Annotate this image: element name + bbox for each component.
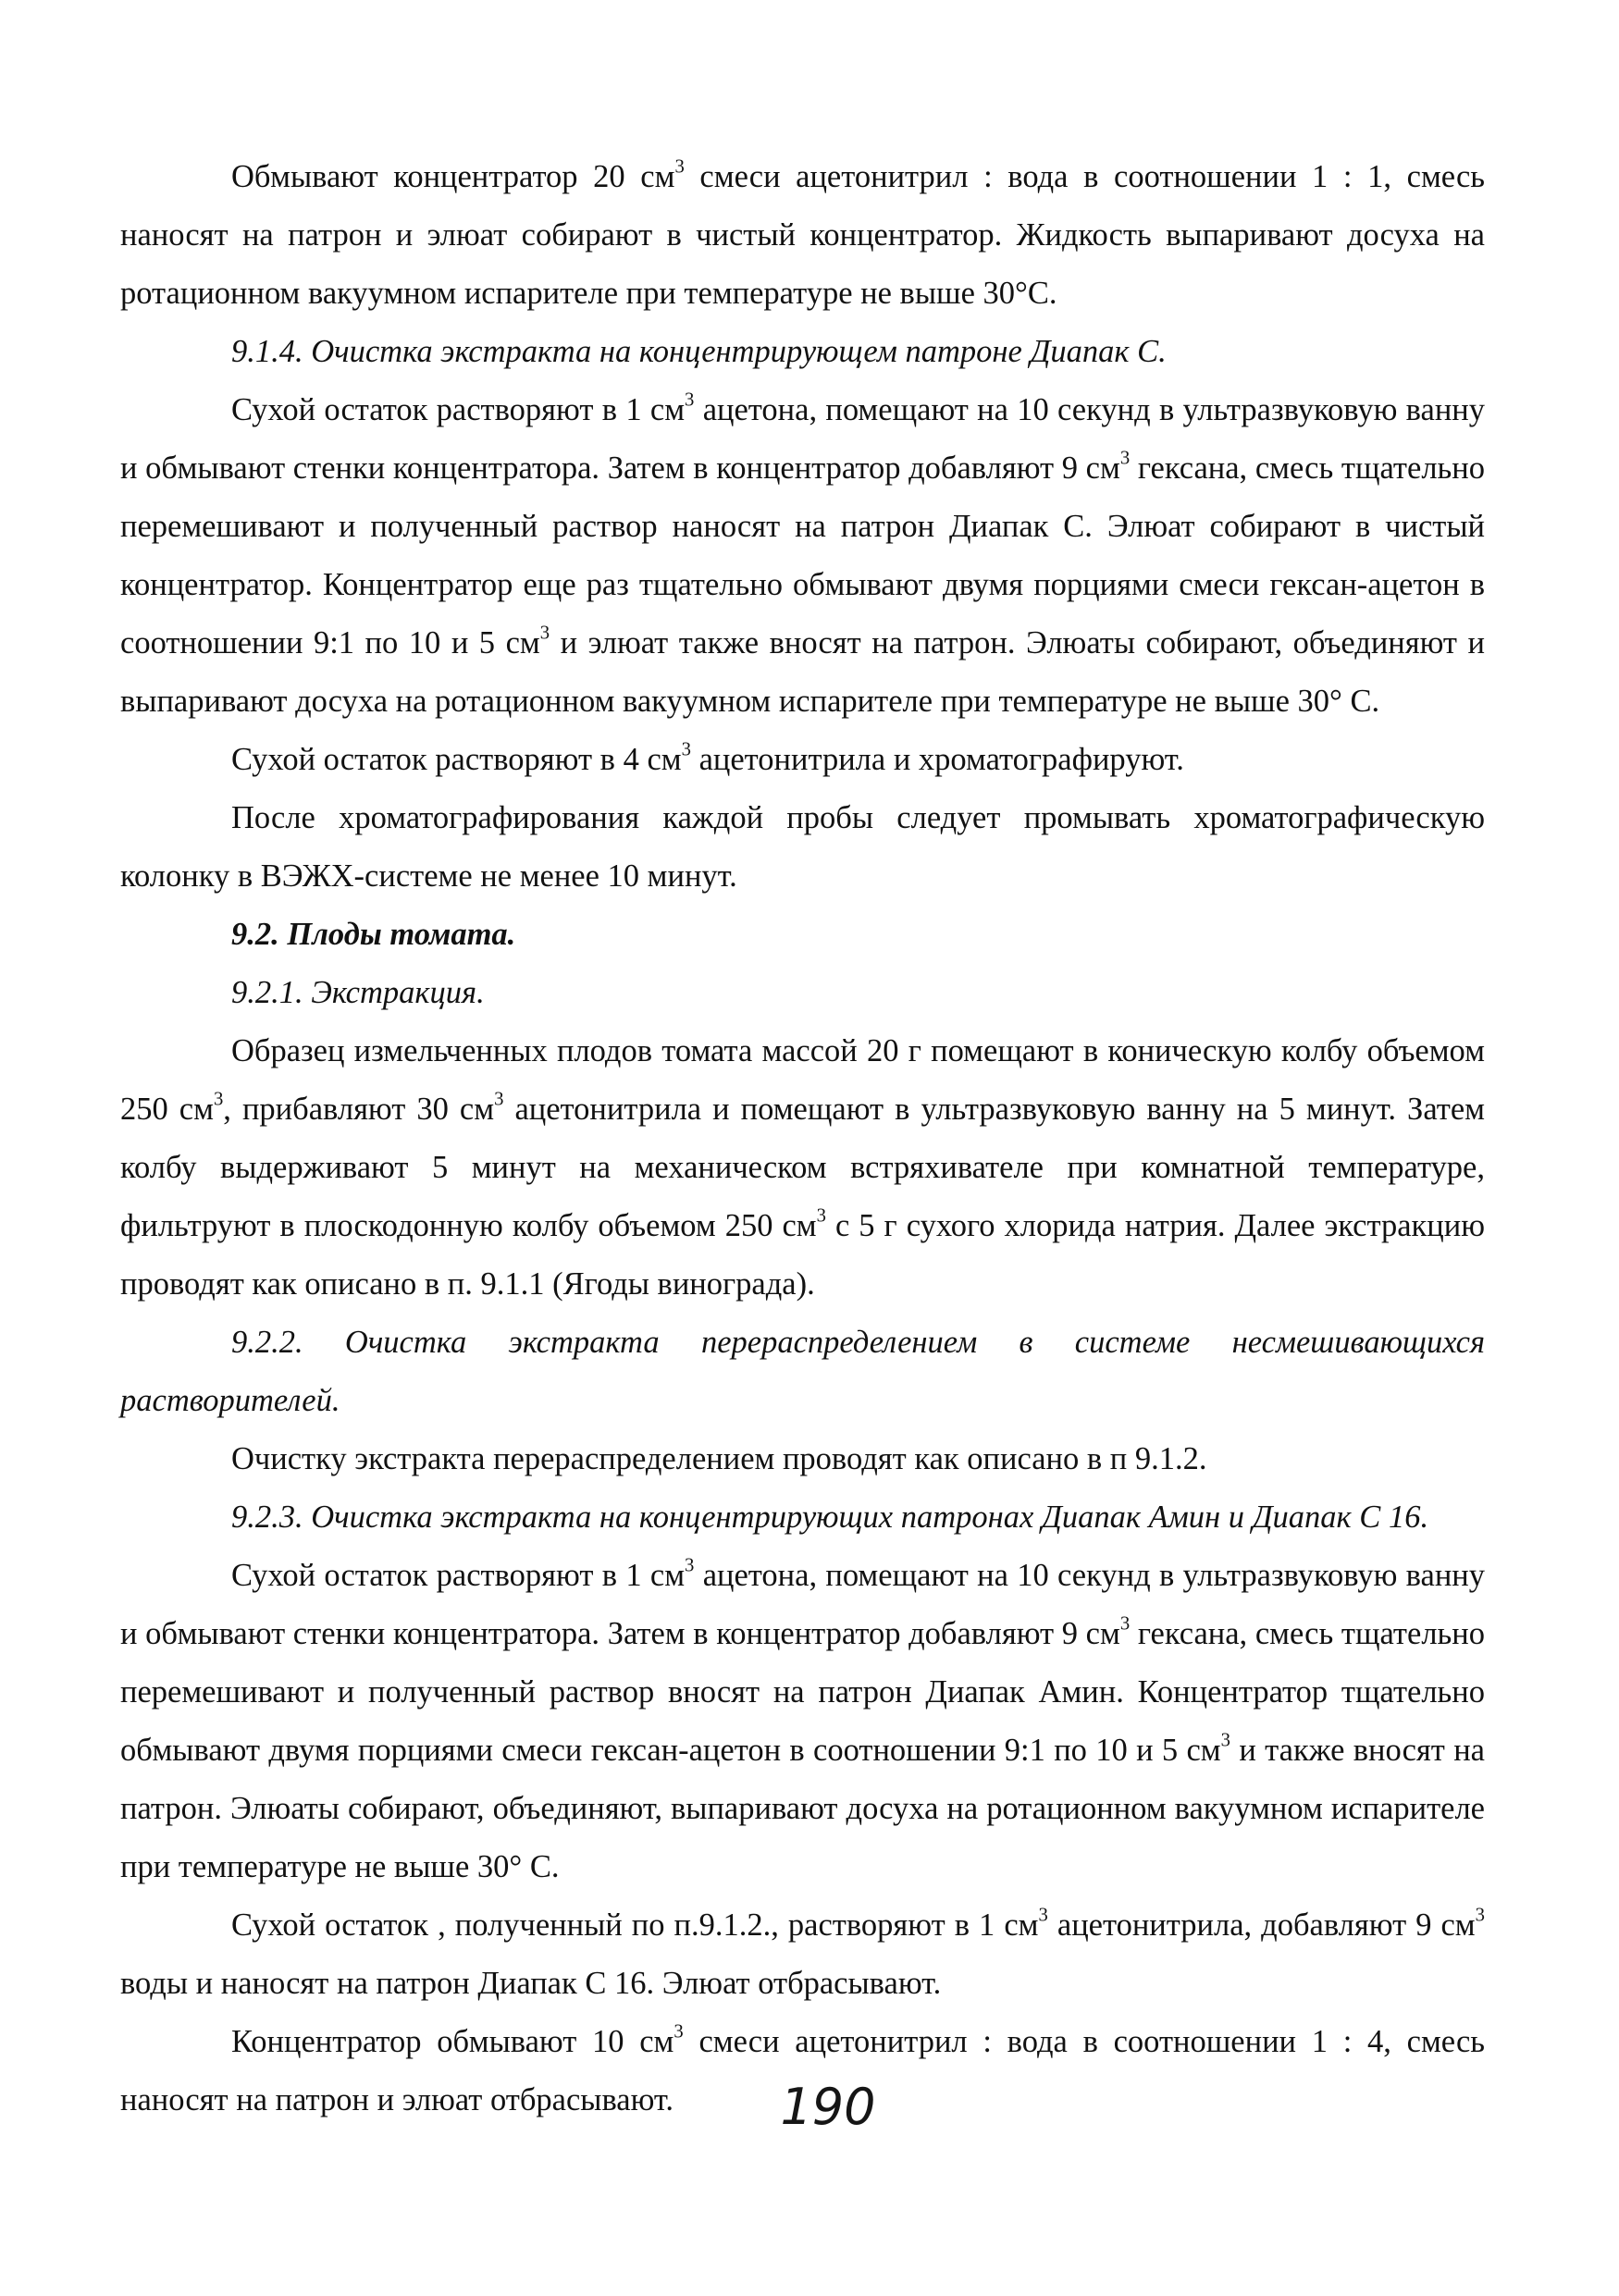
text-run: смеси ацетонитрил : вода в соотношении 1 : 1, смесь наносят на патрон и элюат собирают в чистый концентратор. Жидкость выпаривают досуха на ротационном вакуумном испарителе при температуре не выше 30°С. [120,159,1485,311]
text-run: Образец измельченных плодов томата массой 20 г помещают в коническую колбу объемом 250 см [120,1033,1485,1127]
superscript: 3 [681,739,691,760]
superscript: 3 [213,1089,224,1110]
text-run: с 5 г сухого хлорида натрия. Далее экстракцию проводят как описано в п. 9.1.1 (Ягоды винограда). [120,1208,1486,1302]
paragraph [120,731,1485,789]
text-run: Сухой остаток растворяют в 1 см [231,392,686,427]
text-run: и также вносят на патрон. Элюаты собирают, объединяют, выпаривают досуха на ротационном вакуумном испарителе при температуре не выше 30° С. [120,1733,1485,1884]
paragraph [120,789,1485,906]
text-run: ацетона, помещают на 10 секунд в ультразвуковую ванну и обмывают стенки концентратора. Затем в концентратор добавляют 9 см [120,392,1486,486]
body-text [120,148,1485,2129]
text-run: 9.2.2. Очистка экстракта перераспределением в системе несмешивающихся растворителей. [120,1325,1485,1418]
superscript: 3 [1119,448,1131,469]
superscript: 3 [494,1089,504,1110]
text-run: 9.2. Плоды томата. [231,917,516,952]
paragraph [120,148,1485,323]
paragraph [120,1430,1485,1488]
text-run: Концентратор обмывают 10 см [231,2024,674,2059]
text-run: Очистку экстракта перераспределением проводят как описано в п 9.1.2. [231,1441,1207,1476]
paragraph [120,964,1485,1022]
page-number: 190 [780,2078,876,2136]
text-run: ацетонитрила и хроматографируют. [690,742,1184,777]
text-run: и элюат также вносят на патрон. Элюаты собирают, объединяют и выпаривают досуха на ротационном вакуумном испарителе при температуре не выше 30° С. [120,625,1486,719]
text-run: Сухой остаток , полученный по п.9.1.2., растворяют в 1 см [231,1907,1039,1943]
text-run: 9.2.1. Экстракция. [231,975,485,1010]
paragraph [120,906,1485,964]
paragraph [120,1022,1485,1314]
superscript: 3 [685,389,695,411]
superscript: 3 [1038,1905,1048,1926]
text-run: гексана, смесь тщательно перемешивают и полученный раствор наносят на патрон Диапак С. Элюат собирают в чистый концентратор. Концентратор еще раз тщательно обмывают двумя порциями смеси гексан-ацетон в соотношении 9:1 по 10 и 5 см [120,451,1485,660]
superscript: 3 [1119,1613,1131,1635]
text-run: Сухой остаток растворяют в 1 см [231,1558,686,1593]
text-run: воды и наносят на патрон Диапак С 16. Элюат отбрасывают. [120,1966,942,2001]
text-run: , прибавляют 30 см [223,1092,495,1127]
superscript: 3 [816,1205,826,1227]
superscript: 3 [539,623,550,644]
superscript: 3 [674,2021,684,2043]
superscript: 3 [1220,1730,1230,1751]
text-run: После хроматографирования каждой пробы следует промывать хроматографическую колонку в ВЭЖХ-системе не менее 10 минут. [120,800,1485,894]
text-run: смеси ацетонитрил : вода в соотношении 1 : 4, смесь наносят на патрон и элюат отбрасывают. [120,2024,1486,2117]
text-run: Обмывают концентратор 20 см [231,159,675,194]
text-run: 9.2.3. Очистка экстракта на концентрирующих патронах Диапак Амин и Диапак С 16. [231,1500,1429,1535]
paragraph [120,323,1485,381]
superscript: 3 [674,156,685,178]
paragraph [120,381,1485,731]
text-run: гексана, смесь тщательно перемешивают и полученный раствор вносят на патрон Диапак Амин. Концентратор тщательно обмывают двумя порциями смеси гексан-ацетон в соотношении 9:1 по 10 и 5 см [120,1616,1485,1768]
text-run: ацетонитрила и помещают в ультразвуковую ванну на 5 минут. Затем колбу выдерживают 5 минут на механическом встряхивателе при комнатной температуре, фильтруют в плоскодонную колбу объемом 250 см [120,1092,1485,1243]
paragraph [120,1896,1485,2013]
superscript: 3 [685,1555,695,1576]
superscript: 3 [1475,1905,1485,1926]
paragraph [120,1488,1485,1547]
text-run: ацетона, помещают на 10 секунд в ультразвуковую ванну и обмывают стенки концентратора. Затем в концентратор добавляют 9 см [120,1558,1486,1651]
text-run: ацетонитрила, добавляют 9 см [1047,1907,1476,1943]
text-run: 9.1.4. Очистка экстракта на концентрирующем патроне Диапак С. [231,334,1167,369]
text-run: Сухой остаток растворяют в 4 см [231,742,682,777]
paragraph [120,1547,1485,1896]
paragraph [120,1314,1485,1430]
